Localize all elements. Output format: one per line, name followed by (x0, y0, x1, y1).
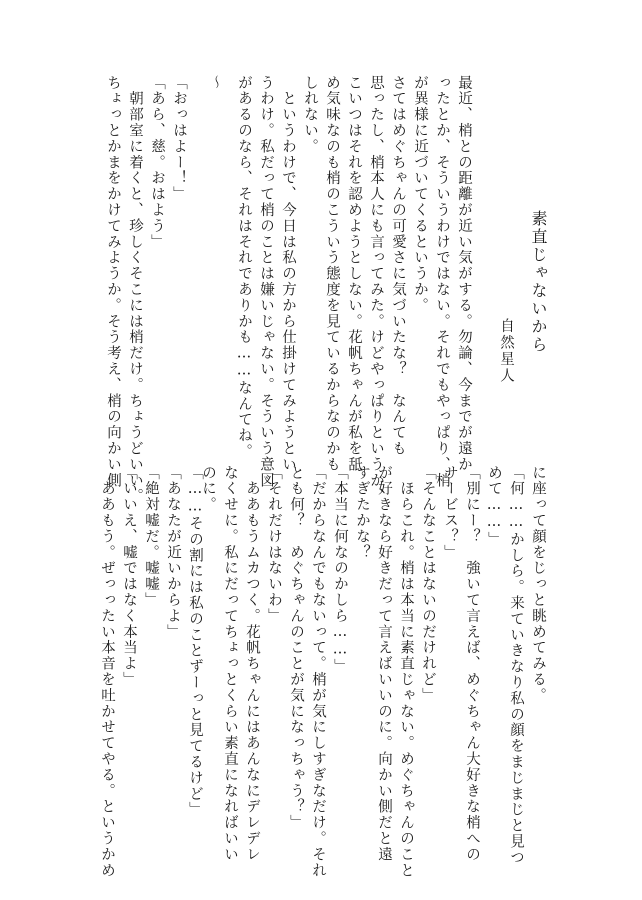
text-column: さてはめぐちゃんの可愛さに気づいたな？ なんても (390, 75, 406, 457)
text-column: ああもうムカつく。花帆ちゃんにはあんなにデレデレ (244, 465, 260, 863)
text-column: 「だからなんでもないって。梢が気にしすぎなだけ。それ (310, 465, 326, 879)
text-column: なくせに。私にだってちょっとくらい素直になればいい (222, 465, 238, 863)
text-column: めて……」 (486, 465, 502, 548)
text-column: とも何？ めぐちゃんのことが気になっちゃう？」 (288, 465, 304, 831)
text-column: め気味なのも梢のこういう態度を見ているからなのかも (324, 75, 340, 473)
story-title: 素直じゃないから (529, 210, 548, 354)
text-column: ったとか、そういうわけではない。それでもやっぱり、梢 (434, 75, 450, 489)
text-column: 「別にー？ 強いて言えば、めぐちゃん大好きな梢への (464, 465, 480, 863)
story-author: 自然星人 (498, 318, 514, 384)
text-column: こいつはそれを認めようとしない。花帆ちゃんが私を舐 (346, 75, 362, 473)
text-column: しれない。 (302, 75, 318, 155)
text-column: が好きなら好きだって言えばいいのに。向かい側だと遠 (376, 465, 392, 863)
text-column: 「絶対嘘だ。嘘嘘」 (143, 465, 159, 609)
text-column: 「おっはよー！」 (171, 75, 187, 203)
text-column: 「……その割には私のことずーっと見てるけど」 (187, 465, 203, 818)
text-column: 「あら、慈。おはよう」 (149, 75, 165, 250)
text-column: に座って顔をじっと眺めてみる。 (530, 465, 546, 704)
text-column: 「本当に何なのかしら……」 (332, 465, 348, 675)
text-column: すぎたかな？ (354, 465, 370, 561)
text-column: 朝部室に着くと、珍しくそこには梢だけ。ちょうどいい。 (127, 75, 143, 505)
text-column: 「いいえ、嘘ではなく本当よ」 (121, 465, 137, 688)
text-column: 「何……かしら。来ていきなり私の顔をまじまじと見つ (508, 465, 524, 866)
text-column: ちょっとかまをかけてみようか。そう考え、梢の向かい側 (105, 75, 121, 489)
text-column: 「それだけはないわ」 (266, 465, 282, 624)
text-column: うわけ。私だって梢のことは嫌いじゃない。そういう意図 (258, 75, 274, 489)
text-column: のに。 (200, 465, 216, 513)
text-column: 「あなたが近いからよ」 (165, 465, 181, 640)
text-column: 思ったし、梢本人にも言ってみた。けどやっぱりというか、 (368, 75, 384, 505)
text-column: ああもう。ぜっったい本音を吐かせてやる。というかめ (99, 465, 115, 879)
text-column: というわけで、今日は私の方から仕掛けてみようとい (280, 75, 296, 473)
text-column: 「そんなことはないのだけれど」 (420, 465, 436, 704)
text-column: 最近、梢との距離が近い気がする。勿論、今までが遠か (456, 75, 472, 473)
text-column: サービス？」 (442, 465, 458, 561)
text-column: が異様に近づいてくるというか。 (412, 75, 428, 314)
scene-divider: 〜 (208, 75, 224, 89)
text-column: があるのなら、それはそれでありかも……なんてね。 (236, 75, 252, 460)
text-column: ほらこれ。梢は本当に素直じゃない。めぐちゃんのこと (398, 465, 414, 879)
